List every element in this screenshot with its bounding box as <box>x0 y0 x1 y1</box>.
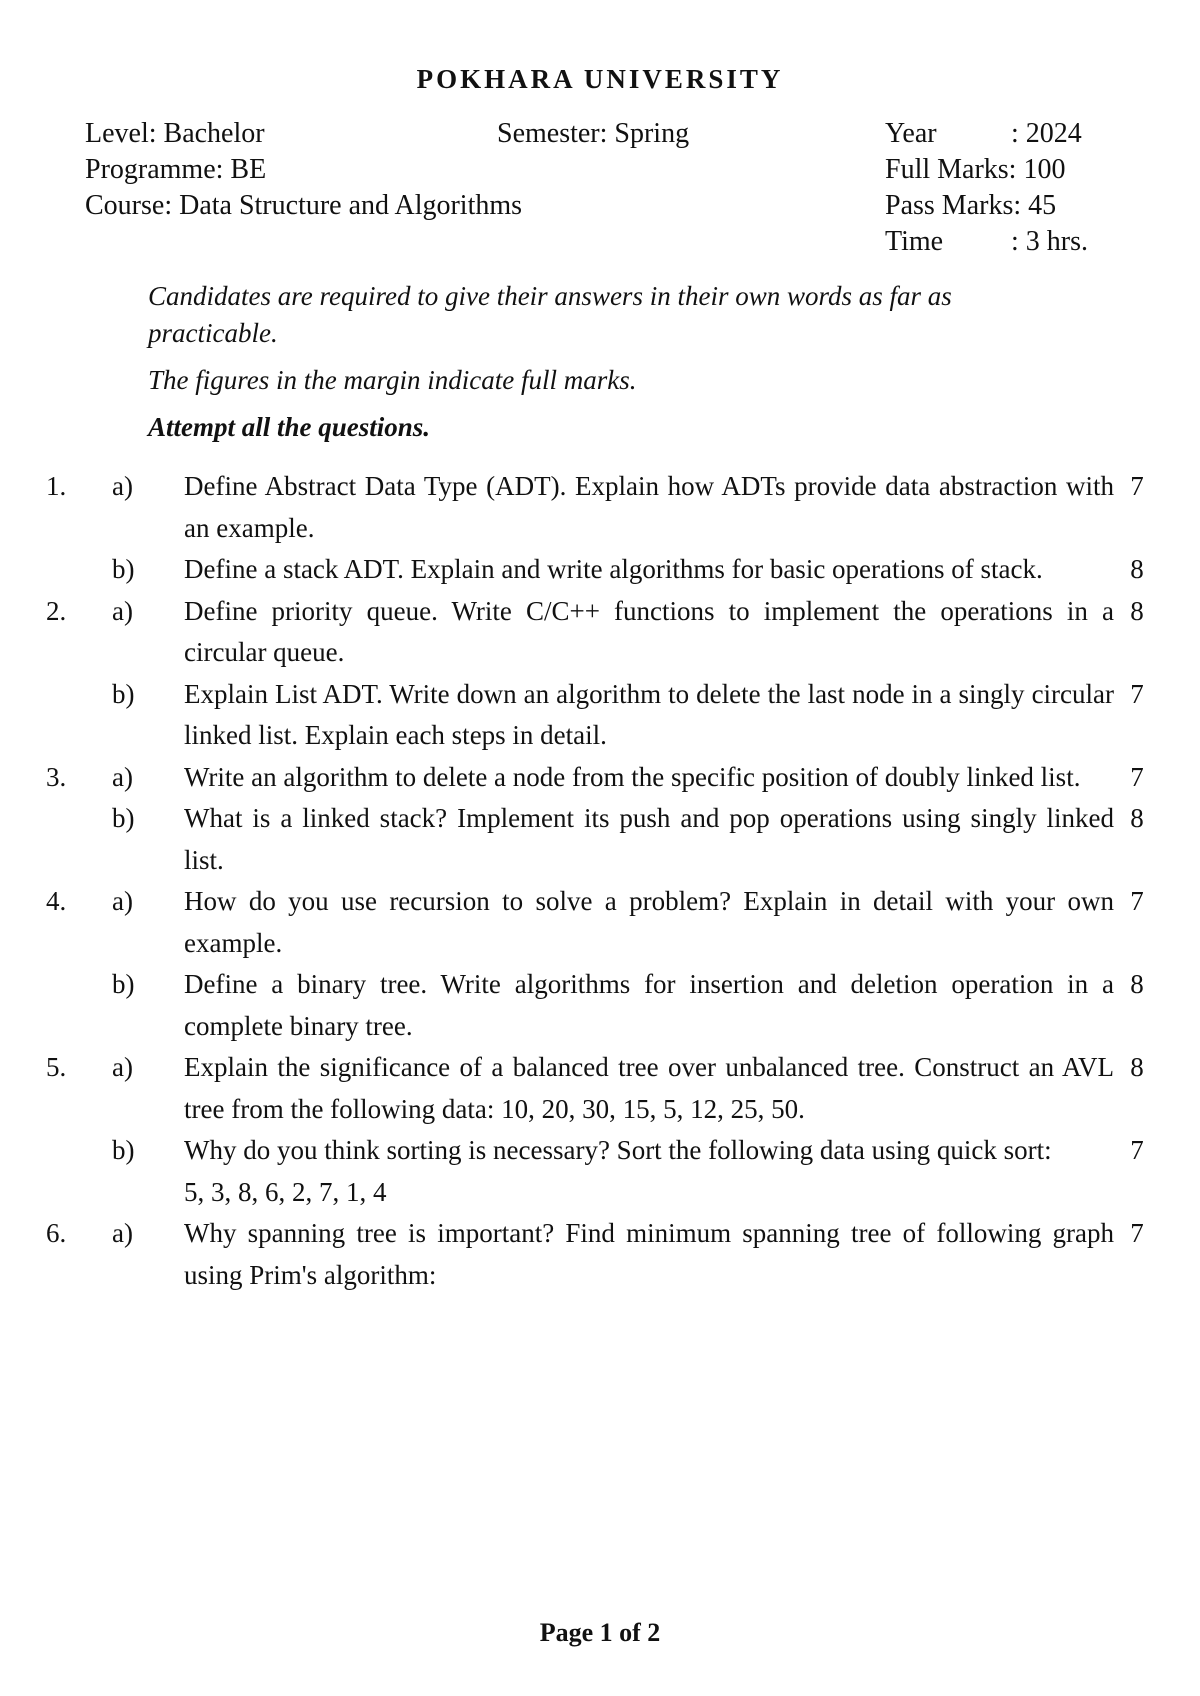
question-marks: 7 <box>1130 1135 1144 1165</box>
pass-marks: Pass Marks: 45 <box>885 190 1057 221</box>
question-3b <box>46 798 1146 881</box>
question-5a <box>46 1047 1146 1130</box>
question-text: Why do you think sorting is necessary? Sort the following data using quick sort: <box>184 1135 1052 1165</box>
question-text: Why spanning tree is important? Find minimum spanning tree of following graph using Prim's algorithm: <box>184 1218 1114 1290</box>
sub-label: b) <box>112 554 135 584</box>
question-1b <box>46 549 1146 591</box>
sub-label: a) <box>112 1218 133 1248</box>
question-text: Write an algorithm to delete a node from the specific position of doubly linked list. <box>184 761 1081 792</box>
question-2b <box>46 674 1146 757</box>
question-text: What is a linked stack? Implement its push and pop operations using singly linked list. <box>184 803 1114 875</box>
sub-label: b) <box>112 969 135 999</box>
time-label: Time <box>885 226 944 257</box>
programme: Programme: BE <box>85 154 267 185</box>
sub-label: a) <box>112 595 133 626</box>
question-marks: 7 <box>1130 1218 1144 1248</box>
level: Level: Bachelor <box>85 118 265 149</box>
sub-label: a) <box>112 761 133 792</box>
question-text: How do you use recursion to solve a problem? Explain in detail with your own example. <box>184 886 1114 958</box>
question-text: Define Abstract Data Type (ADT). Explain how ADTs provide data abstraction with an example. <box>184 471 1114 543</box>
full-marks: Full Marks: 100 <box>885 154 1066 185</box>
question-4b <box>46 964 1146 1047</box>
question-4a <box>46 881 1146 964</box>
instruction-margin-marks: The figures in the margin indicate full marks. <box>148 365 637 395</box>
question-text: Explain List ADT. Write down an algorithm to delete the last node in a singly circular linked list. Explain each steps in detail. <box>184 678 1114 750</box>
question-number: 4. <box>46 886 67 916</box>
instruction-attempt-all: Attempt all the questions. <box>148 412 431 442</box>
time <box>885 224 1088 260</box>
sub-label: a) <box>112 1052 133 1082</box>
question-text: Define priority queue. Write C/C++ functions to implement the operations in a circular queue. <box>184 595 1114 667</box>
year-value: : 2024 <box>1011 118 1082 149</box>
instructions <box>148 278 1063 456</box>
sub-label: b) <box>112 803 135 833</box>
header-left <box>85 116 522 224</box>
question-2a <box>46 591 1146 674</box>
instruction-own-words: Candidates are required to give their answers in their own words as far as practicable. <box>148 281 952 348</box>
question-number: 5. <box>46 1052 67 1082</box>
page-title: POKHARA UNIVERSITY <box>416 64 784 94</box>
page-number: Page 1 of 2 <box>539 1618 661 1647</box>
question-number: 1. <box>46 471 67 501</box>
question-6a <box>46 1213 1146 1296</box>
question-marks: 7 <box>1130 761 1144 792</box>
question-number: 6. <box>46 1218 67 1248</box>
question-number: 3. <box>46 761 67 792</box>
question-text: Define a stack ADT. Explain and write algorithms for basic operations of stack. <box>184 554 1043 584</box>
question-5b <box>46 1130 1146 1213</box>
course: Course: Data Structure and Algorithms <box>85 190 523 221</box>
semester: Semester: Spring <box>497 118 690 149</box>
question-3a <box>46 757 1146 799</box>
sort-data: 5, 3, 8, 6, 2, 7, 1, 4 <box>184 1176 387 1207</box>
sub-label: a) <box>112 886 133 916</box>
header-right <box>885 116 1088 260</box>
question-marks: 7 <box>1130 678 1144 709</box>
question-list <box>46 466 1146 1296</box>
sub-label: a) <box>112 471 133 501</box>
question-1a <box>46 466 1146 549</box>
year <box>885 116 1088 152</box>
question-text: Define a binary tree. Write algorithms for insertion and deletion operation in a complete binary tree. <box>184 969 1114 1041</box>
question-marks: 8 <box>1130 969 1144 999</box>
question-marks: 8 <box>1130 595 1144 626</box>
sub-label: b) <box>112 1135 135 1165</box>
header-middle <box>497 116 689 152</box>
question-marks: 8 <box>1130 1052 1144 1082</box>
question-text: Explain the significance of a balanced tree over unbalanced tree. Construct an AVL tree from the following data: 10, 20, 30, 15, 5, 12, 25, 50. <box>184 1052 1114 1124</box>
question-marks: 8 <box>1130 554 1144 584</box>
sub-label: b) <box>112 678 135 709</box>
question-marks: 8 <box>1130 803 1144 833</box>
time-value: : 3 hrs. <box>1011 226 1088 257</box>
question-number: 2. <box>46 595 67 626</box>
question-marks: 7 <box>1130 471 1144 501</box>
question-marks: 7 <box>1130 886 1144 916</box>
year-label: Year <box>885 118 937 149</box>
